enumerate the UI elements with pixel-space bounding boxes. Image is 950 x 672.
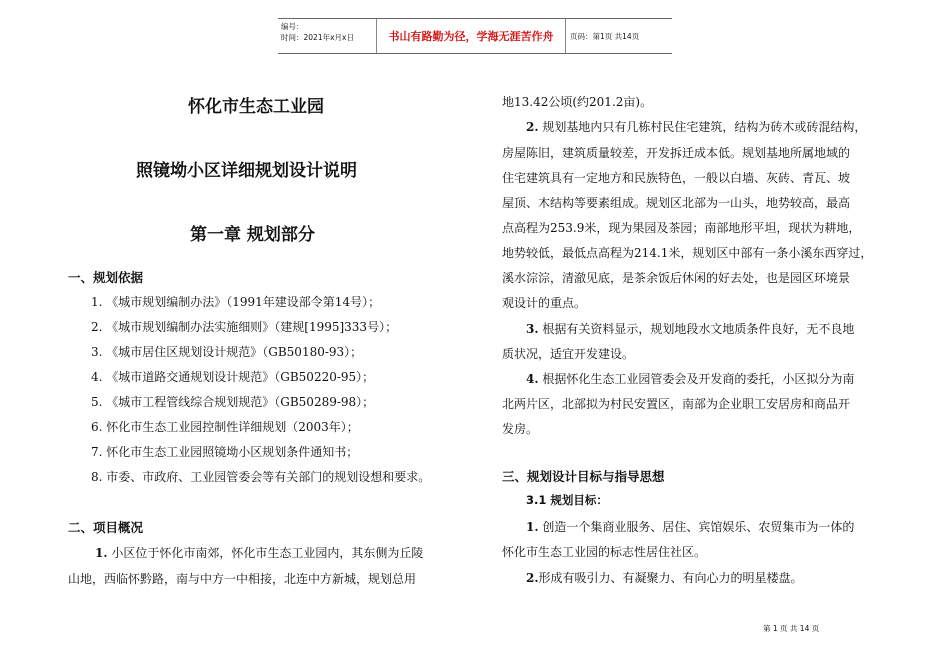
para2-line: 观设计的重点。 [502,296,587,310]
basis-item: 4. 《城市道路交通规划设计规范》（GB50220-95）； [91,370,375,384]
basis-item: 3. 《城市居住区规划设计规范》（GB50180-93）； [91,345,363,359]
para3-line: 3. 根据有关资料显示，规划地段水文地质条件良好，无不良地 [526,322,855,336]
para4-line: 北两片区，北部拟为村民安置区，南部为企业职工安居房和商品开 [502,397,851,411]
para4-line: 4. 根据怀化生态工业园管委会及开发商的委托，小区拟分为南 [526,372,855,386]
goals-subheading: 3.1 规划目标： [526,493,608,507]
basis-item: 1. 《城市规划编制办法》（1991年建设部令第14号）； [91,295,381,309]
header-meta [278,19,376,53]
park-title: 怀化市生态工业园 [188,97,324,117]
para2-line: 溪水淙淙，清澈见底，是茶余饭后休闲的好去处，也是园区环境景 [502,271,851,285]
overview-number: 1. [95,546,108,560]
overview-paragraph-line: 1. 小区位于怀化市南郊，怀化市生态工业园内，其东侧为丘陵 [95,546,424,560]
para2-line: 屋顶、木结构等要素组成。规划区北部为一山头，地势较高，最高 [502,196,851,210]
document-title: 照镜坳小区详细规划设计说明 [136,161,357,181]
chapter-title: 第一章 规划部分 [190,225,315,245]
goal1-line: 1. 创造一个集商业服务、居住、宾馆娱乐、农贸集市为一体的 [526,520,855,534]
page-header [278,18,672,54]
goal2-line: 2.形成有吸引力、有凝聚力、有向心力的明星楼盘。 [526,571,803,585]
basis-item: 6. 怀化市生态工业园控制性详细规划（2003年）； [91,420,359,434]
overview-paragraph-line: 山地，西临怀黔路，南与中方一中相接，北连中方新城，规划总用 [68,572,417,586]
goals-heading: 三、规划设计目标与指导思想 [502,469,665,484]
para2-line: 点高程为253.9米，现为果园及茶园；南部地形平坦，现状为耕地， [502,221,861,235]
para2-line: 2. 规划基地内只有几栋村民住宅建筑，结构为砖木或砖混结构， [526,120,867,134]
basis-heading: 一、规划依据 [68,270,144,285]
area-line: 地13.42公顷(约201.2亩)。 [502,95,653,109]
basis-item: 5. 《城市工程管线综合规划规范》（GB50289-98）； [91,395,375,409]
goal1-line: 怀化市生态工业园的标志性居住社区。 [502,545,707,559]
header-number-label: 编号： [281,22,304,31]
basis-item: 2. 《城市规划编制办法实施细则》（建规[1995]333号）； [91,320,398,334]
page-footer: 第 1 页 共 14 页 [763,624,820,633]
para2-line: 房屋陈旧，建筑质量较差，开发拆迁成本低。规划基地所属地域的 [502,146,851,160]
overview-heading: 二、项目概况 [68,520,144,535]
basis-item: 7. 怀化市生态工业园照镜坳小区规划条件通知书； [91,445,359,459]
para3-line: 质状况，适宜开发建设。 [502,347,635,361]
para4-line: 发房。 [502,422,539,436]
para2-line: 住宅建筑具有一定地方和民族特色，一般以白墙、灰砖、青瓦、坡 [502,171,851,185]
header-page-label: 页码：第1页 共14页 [570,31,640,41]
para2-line: 地势较低，最低点高程为214.1米，规划区中部有一条小溪东西穿过， [502,246,873,260]
basis-item: 8. 市委、市政府、工业园管委会等有关部门的规划设想和要求。 [91,470,431,484]
header-time-label: 时间：2021年x月x日 [281,33,354,42]
header-motto: 书山有路勤为径，学海无涯苦作舟 [376,19,566,53]
